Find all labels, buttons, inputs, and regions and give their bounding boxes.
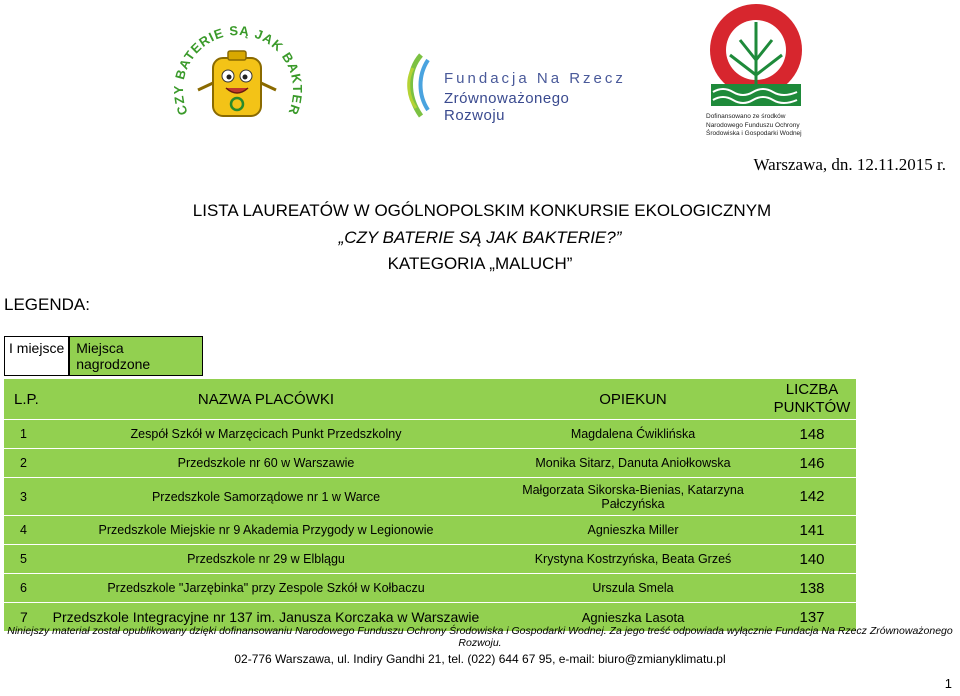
cell-points: 137 bbox=[799, 608, 825, 626]
cell-name: Przedszkole Samorządowe nr 1 w Warce bbox=[151, 489, 381, 504]
table-row bbox=[4, 419, 856, 448]
table-row bbox=[4, 544, 856, 573]
header-name: NAZWA PLACÓWKI bbox=[197, 390, 335, 408]
cell-opiekun: Krystyna Kostrzyńska, Beata Grześ bbox=[534, 552, 732, 566]
laureates-table bbox=[4, 379, 856, 631]
cell-name: Przedszkole nr 29 w Elblągu bbox=[187, 552, 345, 566]
legend-first-place: I miejsce bbox=[5, 337, 70, 375]
cell-points: 140 bbox=[799, 550, 825, 568]
funding-footnote: Niniejszy materiał został opublikowany dzięki dofinansowaniu Narodowego Funduszu Ochrony Środowiska i Gospodarki Wodnej. Za jego treść odpowiada wyłącznie Fundacja Na Rzecz Zrównoważonego Rozwoju. bbox=[7, 625, 953, 649]
title-line3: KATEGORIA „MALUCH” bbox=[387, 254, 573, 273]
cell-name: Przedszkole Integracyjne nr 137 im. Janusza Korczaka w Warszawie bbox=[52, 609, 480, 625]
cell-opiekun: Małgorzata Sikorska-Bienias, Katarzyna Pałczyńska bbox=[522, 482, 744, 511]
nfosigw-caption: Dofinansowano ze środków Narodowego Funduszu Ochrony Środowiska i Gospodarki Wodnej bbox=[706, 113, 802, 137]
title-line2: „CZY BATERIE SĄ JAK BAKTERIE?” bbox=[338, 228, 622, 247]
cell-points: 148 bbox=[799, 425, 825, 443]
cell-name: Przedszkole Miejskie nr 9 Akademia Przygody w Legionowie bbox=[98, 523, 434, 537]
legend-prize-places: Miejsca nagrodzone bbox=[70, 337, 202, 375]
table-row bbox=[4, 448, 856, 477]
cell-lp: 4 bbox=[20, 523, 27, 537]
header-opiekun: OPIEKUN bbox=[599, 390, 667, 408]
contact-address: 02-776 Warszawa, ul. Indiry Gandhi 21, tel. (022) 644 67 95, e-mail: biuro@zmianyklimatu.pl bbox=[234, 652, 726, 666]
cell-lp: 1 bbox=[20, 427, 27, 441]
header-lp: L.P. bbox=[14, 390, 39, 408]
header-points: LICZBA PUNKTÓW bbox=[773, 381, 851, 416]
fundacja-logo bbox=[398, 50, 628, 124]
nfosigw-logo bbox=[700, 0, 810, 140]
cell-lp: 5 bbox=[20, 552, 27, 566]
battery-logo-text: CZY BATERIE SĄ JAK BAKTER bbox=[170, 22, 306, 118]
cell-lp: 6 bbox=[20, 581, 27, 595]
cell-opiekun: Magdalena Ćwiklińska bbox=[570, 427, 696, 441]
fundacja-name-line2: Zrównoważonego Rozwoju bbox=[444, 90, 570, 124]
cell-name: Przedszkole "Jarzębinka" przy Zespole Szkół w Kołbaczu bbox=[107, 581, 425, 595]
cell-name: Przedszkole nr 60 w Warszawie bbox=[177, 456, 355, 470]
fundacja-name-line1: Fundacja Na Rzecz bbox=[444, 70, 626, 87]
cell-points: 146 bbox=[799, 454, 825, 472]
cell-lp: 2 bbox=[20, 456, 27, 470]
table-header-row bbox=[4, 379, 856, 419]
legend-label: LEGENDA: bbox=[4, 295, 90, 314]
document-date: Warszawa, dn. 12.11.2015 r. bbox=[753, 155, 946, 174]
page-number: 1 bbox=[944, 676, 952, 691]
cell-lp: 7 bbox=[20, 609, 28, 625]
cell-opiekun: Agnieszka Lasota bbox=[581, 609, 685, 625]
cell-opiekun: Monika Sitarz, Danuta Aniołkowska bbox=[535, 456, 731, 470]
cell-lp: 3 bbox=[20, 489, 27, 504]
table-row bbox=[4, 515, 856, 544]
legend bbox=[4, 336, 203, 376]
table-row bbox=[4, 477, 856, 515]
cell-opiekun: Agnieszka Miller bbox=[587, 523, 679, 537]
battery-contest-logo bbox=[168, 18, 308, 143]
cell-points: 142 bbox=[799, 488, 825, 505]
title-line1: LISTA LAUREATÓW W OGÓLNOPOLSKIM KONKURSIE EKOLOGICZNYM bbox=[192, 201, 772, 220]
table-row bbox=[4, 573, 856, 602]
cell-points: 138 bbox=[799, 579, 825, 597]
cell-name: Zespół Szkół w Marzęcicach Punkt Przedszkolny bbox=[130, 427, 402, 441]
cell-opiekun: Urszula Smela bbox=[592, 581, 674, 595]
cell-points: 141 bbox=[799, 521, 825, 539]
